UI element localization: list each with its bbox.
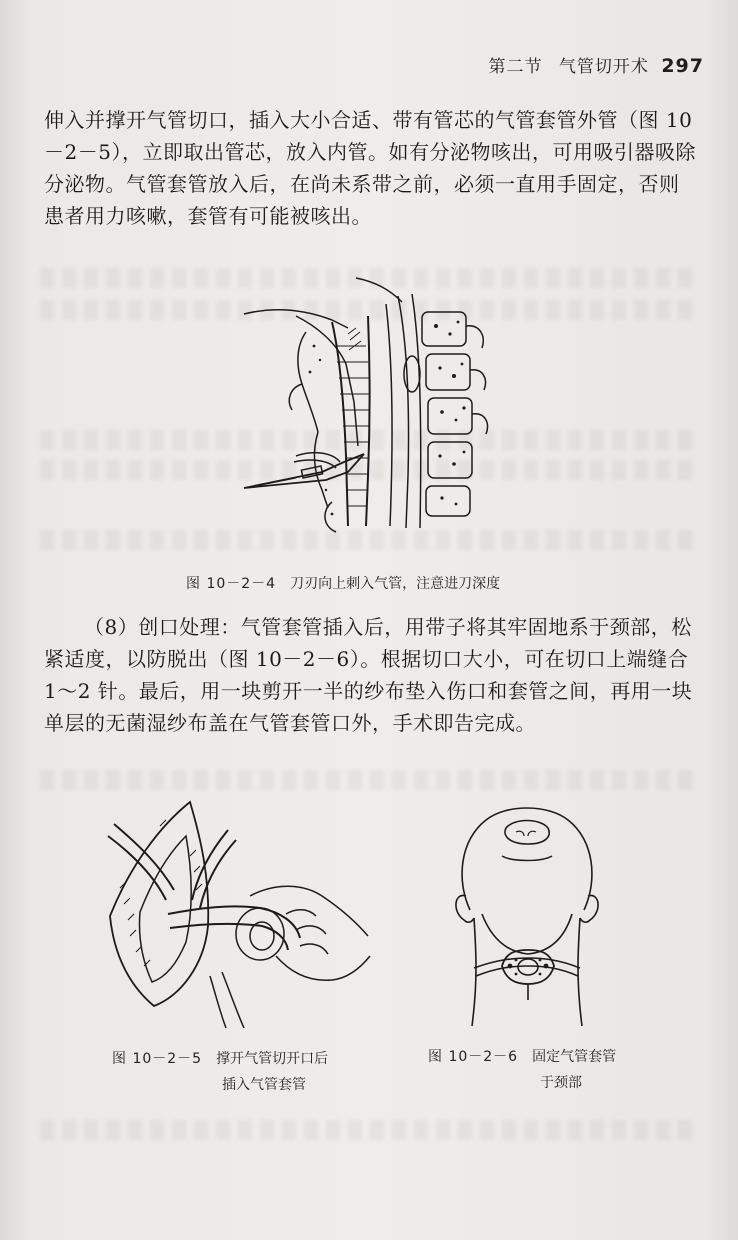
section-label: 第二节 (488, 57, 543, 77)
figure-caption-10-2-5 (112, 1046, 392, 1098)
bleed-through-text (40, 770, 700, 790)
figure-caption-10-2-6 (428, 1044, 668, 1096)
bleed-through-text (40, 1120, 700, 1140)
figure-number: 图 10－2－6 (428, 1049, 519, 1065)
figure-scalpel-into-trachea (236, 276, 492, 534)
figure-caption-10-2-4 (186, 571, 586, 597)
figure-caption-text: 固定气管套管 (532, 1049, 617, 1065)
page-number: 297 (661, 55, 704, 77)
body-paragraph-2: （8）创口处理：气管套管插入后，用带子将其牢固地系于颈部，松紧适度，以防脱出（图 10－2－6）。根据切口大小，可在切口上端缝合 1～2 针。最后，用一块剪开一半的纱布垫入伤口和套管之间，再用一块单层的无菌湿纱布盖在气管套管口外，手术即告完成。 (44, 615, 693, 735)
chapter-title: 气管切开术 (558, 57, 649, 77)
figure-caption-text: 撑开气管切开口后 (216, 1051, 329, 1067)
figure-caption-text-line2: 插入气管套管 (222, 1077, 306, 1093)
figure-number: 图 10－2－4 (186, 576, 277, 592)
figure-caption-text: 刀刃向上刺入气管，注意进刀深度 (290, 576, 501, 592)
figure-insert-tracheal-tube (100, 796, 372, 1030)
figure-caption-text-line2: 于颈部 (540, 1075, 582, 1091)
figure-number: 图 10－2－5 (112, 1051, 203, 1067)
body-paragraph-1: 伸入并撑开气管切口，插入大小合适、带有管芯的气管套管外管（图 10－2－5），立即取出管芯，放入内管。如有分泌物咳出，可用吸引器吸除分泌物。气管套管放入后，在尚未系带之前，必须一直用手固定，否则患者用力咳嗽，套管有可能被咳出。 (44, 108, 696, 228)
figure-tube-fixed-at-neck (436, 800, 618, 1028)
running-header (489, 52, 704, 77)
